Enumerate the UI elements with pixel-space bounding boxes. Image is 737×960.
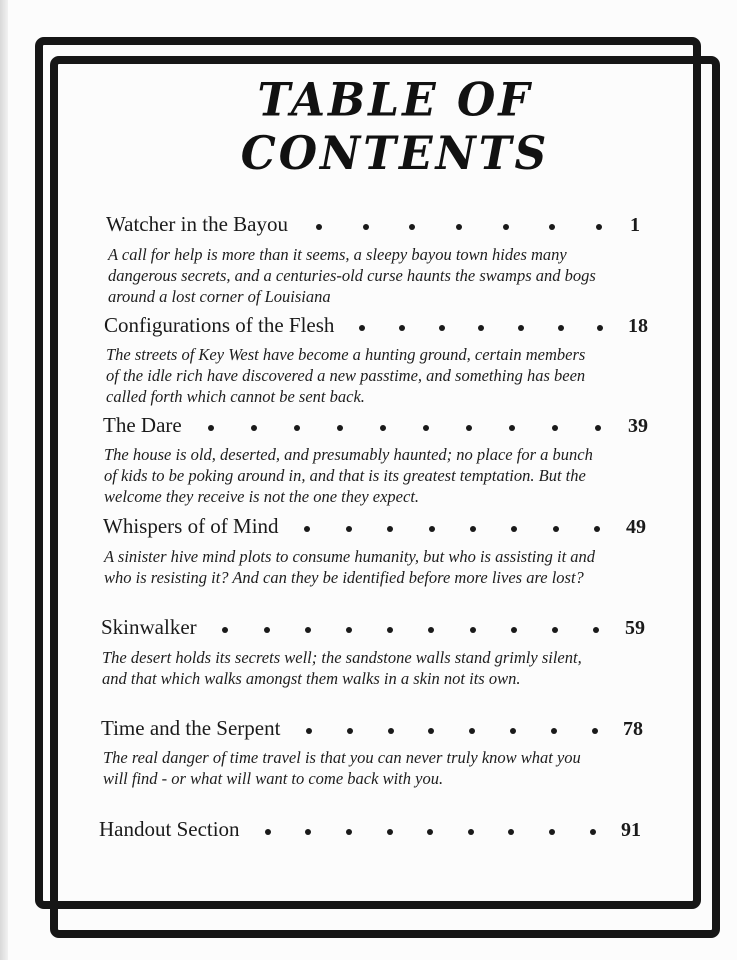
leader-dot [208,425,214,431]
leader-dot [551,728,557,734]
leader-dot [346,627,352,633]
dot-leader [197,620,625,640]
toc-entry-title: Skinwalker [101,615,197,639]
leader-dot [456,224,462,230]
leader-dot [304,526,310,532]
dot-leader [334,318,628,338]
leader-dot [503,224,509,230]
leader-dot [469,728,475,734]
leader-dot [265,829,271,835]
leader-dot [305,627,311,633]
leader-dot [346,829,352,835]
leader-dot [518,325,524,331]
leader-dot [592,728,598,734]
toc-entry-description [104,444,593,507]
dot-leader [182,418,628,438]
leader-dot [359,325,365,331]
dot-leader [240,822,621,842]
toc-entry-description [103,747,581,789]
leader-dot [558,325,564,331]
leader-dot [337,425,343,431]
toc-entry-heading [106,212,640,242]
toc-page-number: 49 [626,516,646,538]
leader-dot [552,627,558,633]
leader-dot [346,526,352,532]
toc-page-number: 78 [623,718,643,740]
leader-dot [429,526,435,532]
leader-dot [399,325,405,331]
description-line: who is resisting it? And can they be identified before more lives are lost? [104,568,584,587]
leader-dot [549,829,555,835]
leader-dot [470,526,476,532]
leader-dot [387,526,393,532]
toc-entry-title: Whispers of of Mind [103,514,279,538]
description-line: The desert holds its secrets well; the sandstone walls stand grimly silent, [102,648,582,667]
description-line: around a lost corner of Louisiana [108,287,331,306]
leader-dot [510,728,516,734]
toc-entry-title: The Dare [103,413,182,437]
page-edge-shadow [0,0,8,960]
description-line: A call for help is more than it seems, a sleepy bayou town hides many [108,245,567,264]
description-line: dangerous secrets, and a centuries-old curse haunts the swamps and bogs [108,266,596,285]
description-line: of the idle rich have discovered a new passtime, and something has been [106,366,586,385]
leader-dot [595,425,601,431]
leader-dot [363,224,369,230]
leader-dot [387,627,393,633]
dot-leader [288,217,630,237]
toc-entry-heading [99,817,641,847]
leader-dot [594,526,600,532]
leader-dot [509,425,515,431]
leader-dot [316,224,322,230]
leader-dot [428,728,434,734]
leader-dot [597,325,603,331]
leader-dot [294,425,300,431]
toc-entry-heading [103,514,646,544]
leader-dot [347,728,353,734]
leader-dot [264,627,270,633]
leader-dot [439,325,445,331]
toc-entry-title: Time and the Serpent [101,716,281,740]
dot-leader [280,721,623,741]
toc-entry-description [102,647,582,689]
leader-dot [428,627,434,633]
leader-dot [466,425,472,431]
toc-page-number: 39 [628,415,648,437]
toc-page-number: 59 [625,617,645,639]
description-line: The house is old, deserted, and presumably haunted; no place for a bunch [104,445,593,464]
toc-entry-heading [101,716,643,746]
leader-dot [251,425,257,431]
leader-dot [305,829,311,835]
toc-entry-heading [104,313,648,343]
toc-entry-title: Watcher in the Bayou [106,212,288,236]
toc-entry-description [106,344,585,407]
leader-dot [511,526,517,532]
description-line: welcome they receive is not the one they expect. [104,487,420,506]
dot-leader [279,519,626,539]
toc-page-number: 1 [630,214,640,236]
leader-dot [590,829,596,835]
toc-entry-description [108,244,596,307]
leader-dot [409,224,415,230]
leader-dot [306,728,312,734]
leader-dot [468,829,474,835]
leader-dot [549,224,555,230]
leader-dot [222,627,228,633]
leader-dot [596,224,602,230]
leader-dot [553,526,559,532]
toc-page-number: 91 [621,819,641,841]
leader-dot [552,425,558,431]
leader-dot [423,425,429,431]
page-title: TABLE OF CONTENTS [240,73,550,181]
leader-dot [593,627,599,633]
description-line: and that which walks amongst them walks in a skin not its own. [102,669,521,688]
toc-entry-title: Handout Section [99,817,240,841]
leader-dot [508,829,514,835]
leader-dot [511,627,517,633]
toc-entry-heading [103,413,648,443]
description-line: will find - or what will want to come back with you. [103,769,444,788]
description-line: The streets of Key West have become a hunting ground, certain members [106,345,586,364]
leader-dot [478,325,484,331]
leader-dot [388,728,394,734]
leader-dot [470,627,476,633]
toc-page-number: 18 [628,315,648,337]
toc-entry-title: Configurations of the Flesh [104,313,335,337]
leader-dot [380,425,386,431]
description-line: called forth which cannot be sent back. [106,387,365,406]
leader-dot [427,829,433,835]
description-line: of kids to be poking around in, and that is its greatest temptation. But the [104,466,586,485]
leader-dot [387,829,393,835]
description-line: The real danger of time travel is that you can never truly know what you [103,748,581,767]
toc-entry-heading [101,615,645,645]
description-line: A sinister hive mind plots to consume humanity, but who is assisting it and [104,547,596,566]
toc-entry-description [104,546,595,588]
